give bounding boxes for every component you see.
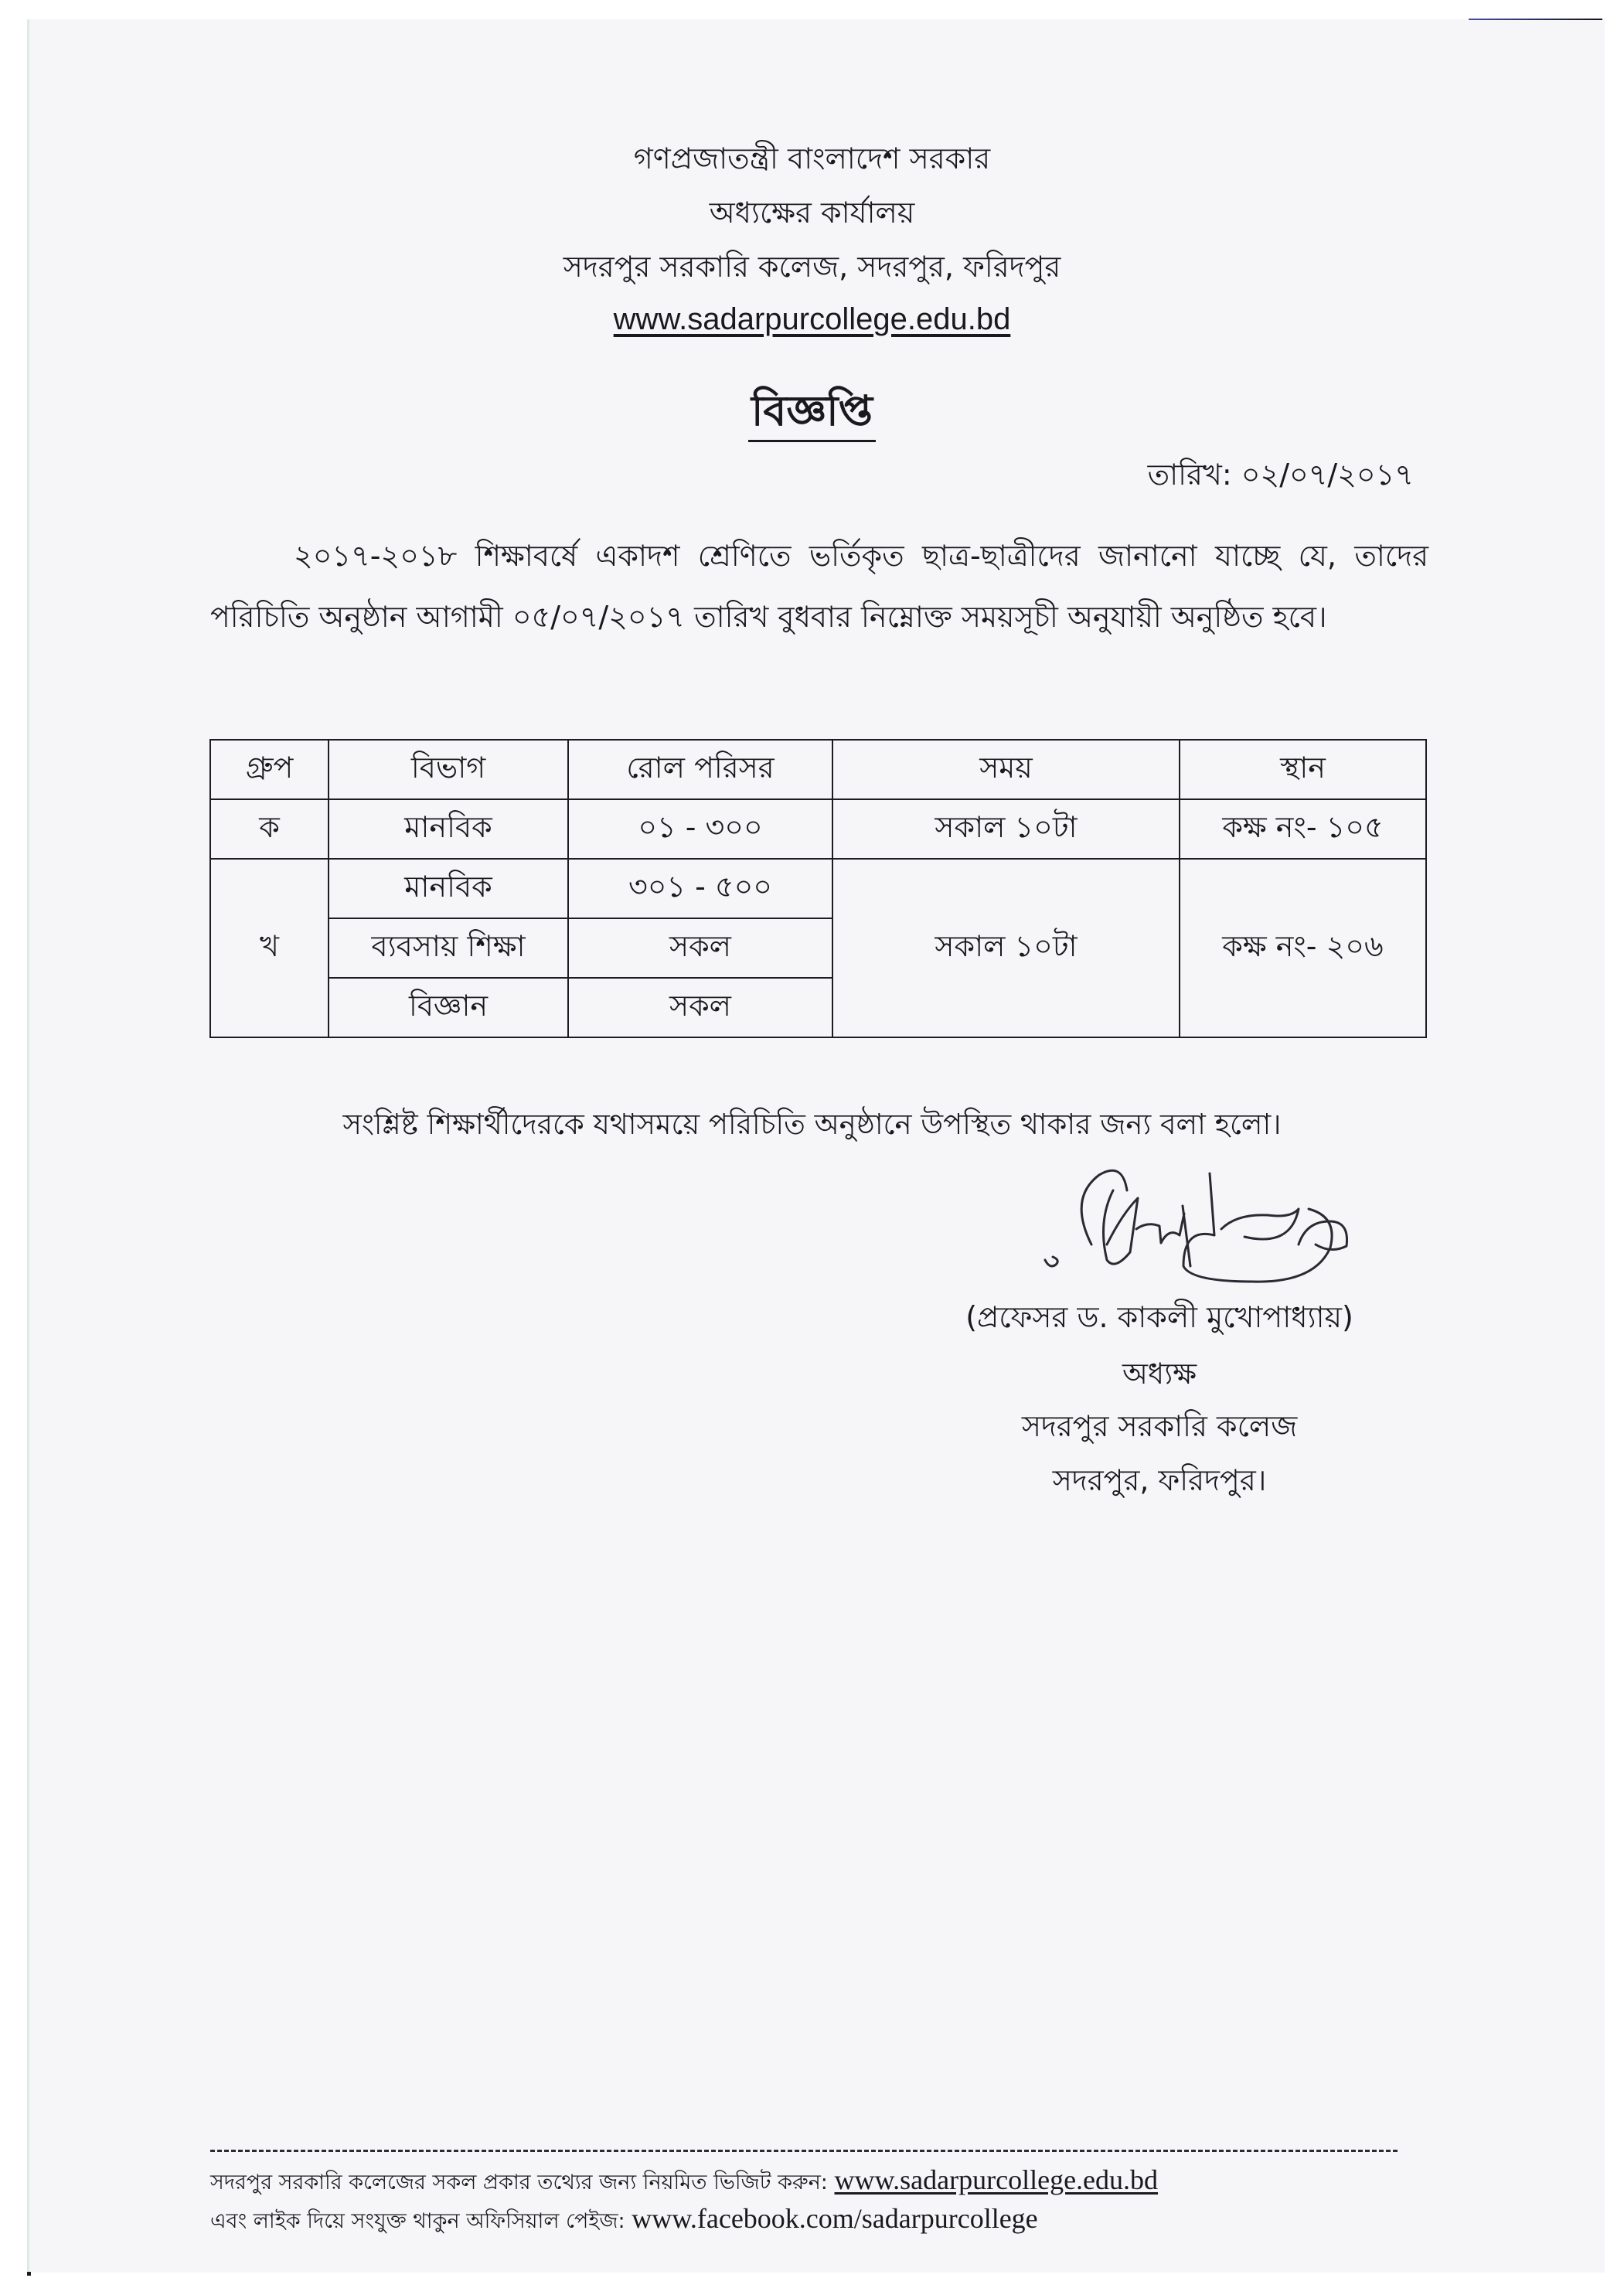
department-cell: বিজ্ঞান — [329, 978, 568, 1037]
signature-stroke — [1104, 1190, 1139, 1264]
signatory-designation: অধ্যক্ষ — [1122, 1357, 1197, 1391]
header-venue: স্থান — [1180, 740, 1426, 799]
letterhead-website-link[interactable]: www.sadarpurcollege.edu.bd — [613, 302, 1011, 336]
signatory-location: সদরপুর, ফরিদপুর। — [1052, 1463, 1267, 1497]
header-department: বিভাগ — [329, 740, 568, 799]
notice-title-text: বিজ্ঞপ্তি — [748, 386, 876, 442]
roll-range-cell: ৩০১ - ৫০০ — [568, 859, 832, 918]
header-time: সময় — [832, 740, 1180, 799]
handwritten-signature — [1036, 1159, 1399, 1291]
footer-divider — [210, 2150, 1398, 2152]
venue-cell: কক্ষ নং- ২০৬ — [1180, 859, 1426, 1037]
table-header-row — [210, 740, 1426, 799]
signature-stroke — [1221, 1209, 1299, 1239]
letterhead-government: গণপ্রজাতন্ত্রী বাংলাদেশ সরকার — [633, 141, 991, 175]
letterhead-office: অধ্যক্ষের কার্যালয় — [709, 196, 915, 230]
scan-edge-line — [1469, 19, 1602, 20]
notice-body: ২০১৭-২০১৮ শিক্ষাবর্ষে একাদশ শ্রেণিতে ভর্তিকৃত ছাত্র-ছাত্রীদের জানানো যাচ্ছে যে, তাদের পরিচিতি অনুষ্ঠান আগামী ০৫/০৭/২০১৭ তারিখ বুধবার নিম্নোক্ত সময়সূচী অনুযায়ী অনুষ্ঠিত হবে। — [210, 539, 1428, 634]
footer-facebook-link[interactable]: www.facebook.com/sadarpurcollege — [632, 2203, 1038, 2234]
signature-stroke — [1299, 1221, 1347, 1250]
venue-cell: কক্ষ নং- ১০৫ — [1180, 799, 1426, 859]
time-cell: সকাল ১০টা — [832, 859, 1180, 1037]
date-value: ০২/০৭/২০১৭ — [1241, 458, 1414, 492]
scan-corner-mark — [27, 2272, 31, 2276]
signature-stroke — [1136, 1214, 1184, 1243]
department-cell: মানবিক — [329, 859, 568, 918]
date-label: তারিখ: — [1147, 458, 1232, 492]
table-row — [210, 799, 1426, 859]
signatory-name: (প্রফেসর ড. কাকলী মুখোপাধ্যায়) — [965, 1300, 1353, 1334]
footer-website-text: সদরপুর সরকারি কলেজের সকল প্রকার তথ্যের জন্য নিয়মিত ভিজিট করুন: — [210, 2171, 828, 2195]
group-cell: ক — [210, 799, 329, 859]
department-cell: ব্যবসায় শিক্ষা — [329, 918, 568, 978]
signatory-institution: সদরপুর সরকারি কলেজ — [1021, 1409, 1298, 1443]
footer-line-1 — [210, 2164, 1158, 2198]
notice-date — [1148, 452, 1414, 502]
notice-title — [0, 379, 1624, 448]
roll-range-cell: সকল — [568, 918, 832, 978]
schedule-table — [209, 739, 1427, 1038]
time-cell: সকাল ১০টা — [832, 799, 1180, 859]
letterhead-website-row — [0, 300, 1624, 339]
header-roll-range: রোল পরিসর — [568, 740, 832, 799]
table-row — [210, 859, 1426, 918]
letterhead-institution: সদরপুর সরকারি কলেজ, সদরপুর, ফরিদপুর — [563, 250, 1061, 284]
header-group: গ্রুপ — [210, 740, 329, 799]
roll-range-cell: সকল — [568, 978, 832, 1037]
footer-facebook-text: এবং লাইক দিয়ে সংযুক্ত থাকুন অফিসিয়াল পেইজ: — [210, 2209, 625, 2233]
roll-range-cell: ০১ - ৩০০ — [568, 799, 832, 859]
group-cell: খ — [210, 859, 329, 1037]
footer-website-link[interactable]: www.sadarpurcollege.edu.bd — [834, 2164, 1159, 2195]
closing-statement: সংশ্লিষ্ট শিক্ষার্থীদেরকে যথাসময়ে পরিচিতি অনুষ্ঠানে উপস্থিত থাকার জন্য বলা হলো। — [342, 1108, 1282, 1141]
signature-stroke — [1045, 1257, 1057, 1266]
department-cell: মানবিক — [329, 799, 568, 859]
footer-line-2 — [210, 2203, 1038, 2237]
